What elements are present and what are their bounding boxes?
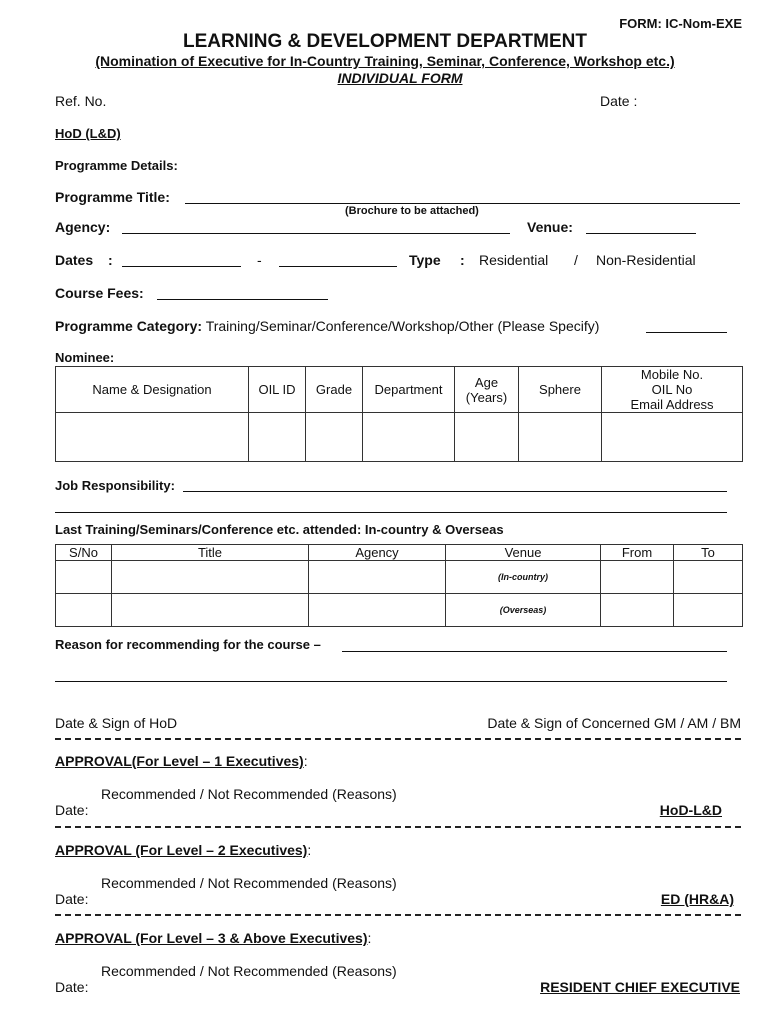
type-colon: :	[460, 252, 465, 268]
nominee-oil-id-cell[interactable]	[249, 413, 306, 462]
section-divider	[55, 914, 741, 916]
approval-level-2-text: Recommended / Not Recommended (Reasons)	[101, 875, 397, 891]
programme-title-field[interactable]	[185, 203, 740, 204]
nominee-entry-row	[56, 413, 743, 462]
header-title: Title	[112, 545, 309, 561]
section-divider	[55, 738, 741, 740]
agency-label: Agency:	[55, 219, 111, 235]
training-agency-cell[interactable]	[309, 594, 446, 627]
course-fees-label: Course Fees:	[55, 285, 144, 301]
approval-level-2-title: APPROVAL (For Level – 2 Executives)	[55, 842, 308, 858]
dates-label: Dates	[55, 252, 94, 268]
course-fees-field[interactable]	[157, 299, 328, 300]
nominee-label: Nominee:	[55, 350, 115, 365]
header-age	[455, 367, 519, 413]
approval-level-2-colon: :	[307, 842, 312, 858]
approval-level-3	[55, 930, 371, 946]
nominee-contact-cell[interactable]	[602, 413, 743, 462]
training-from-cell[interactable]	[601, 594, 674, 627]
programme-category-label: Programme Category:	[55, 318, 203, 334]
reason-field[interactable]	[342, 651, 727, 652]
header-agency: Agency	[309, 545, 446, 561]
type-residential[interactable]: Residential	[479, 252, 549, 268]
date-label: Date :	[600, 93, 638, 109]
reason-label: Reason for recommending for the course –	[55, 637, 321, 652]
header-oil-id: OIL ID	[249, 367, 306, 413]
programme-title-label: Programme Title:	[55, 189, 170, 205]
approval-level-1-title: APPROVAL(For Level – 1 Executives)	[55, 753, 304, 769]
approval-level-1-colon: :	[303, 753, 308, 769]
nominee-table	[55, 366, 743, 462]
header-sno: S/No	[56, 545, 112, 561]
approval-level-3-authority: RESIDENT CHIEF EXECUTIVE	[540, 979, 740, 995]
header-from: From	[601, 545, 674, 561]
approval-level-3-date: Date:	[55, 979, 89, 995]
form-subtitle: (Nomination of Executive for In-Country Training, Seminar, Conference, Workshop etc.)	[95, 53, 675, 69]
nominee-header-row	[56, 367, 743, 413]
header-department: Department	[363, 367, 455, 413]
agency-field[interactable]	[122, 233, 510, 234]
addressee: HoD (L&D)	[55, 126, 121, 141]
nominee-department-cell[interactable]	[363, 413, 455, 462]
training-from-cell[interactable]	[601, 561, 674, 594]
training-row-in-country	[56, 561, 743, 594]
job-responsibility-field-2[interactable]	[55, 512, 727, 513]
section-divider	[55, 826, 741, 828]
programme-details-label: Programme Details:	[55, 158, 178, 173]
approval-level-3-title: APPROVAL (For Level – 3 & Above Executives)	[55, 930, 368, 946]
nominee-age-cell[interactable]	[455, 413, 519, 462]
programme-category	[55, 318, 599, 334]
training-title-cell[interactable]	[112, 594, 309, 627]
job-responsibility-label: Job Responsibility:	[55, 478, 175, 493]
date-to-field[interactable]	[279, 266, 397, 267]
venue-overseas[interactable]: (Overseas)	[446, 594, 601, 627]
approval-level-1-text: Recommended / Not Recommended (Reasons)	[101, 786, 397, 802]
date-from-field[interactable]	[122, 266, 241, 267]
ref-no-label: Ref. No.	[55, 93, 107, 109]
gm-signature-label: Date & Sign of Concerned GM / AM / BM	[487, 715, 741, 731]
training-sno-cell[interactable]	[56, 594, 112, 627]
approval-level-3-colon: :	[367, 930, 372, 946]
approval-level-2-date: Date:	[55, 891, 89, 907]
approval-level-1-authority: HoD-L&D	[659, 802, 722, 818]
type-label: Type	[409, 252, 441, 268]
header-email: Email Address	[630, 397, 714, 412]
type-non-residential[interactable]: Non-Residential	[596, 252, 696, 268]
header-age-label: Age	[474, 374, 499, 390]
programme-category-options: Training/Seminar/Conference/Workshop/Other (Please Specify)	[205, 318, 600, 334]
header-age-unit: (Years)	[465, 389, 508, 405]
venue-field[interactable]	[586, 233, 696, 234]
header-oil-no: OIL No	[651, 382, 693, 397]
dates-separator: -	[257, 252, 262, 268]
venue-label: Venue:	[527, 219, 573, 235]
reason-field-2[interactable]	[55, 681, 727, 682]
form-code: FORM: IC-Nom-EXE	[619, 16, 742, 31]
training-title-cell[interactable]	[112, 561, 309, 594]
form-type: INDIVIDUAL FORM	[337, 70, 463, 86]
header-contact	[602, 367, 743, 413]
training-row-overseas	[56, 594, 743, 627]
header-name-designation: Name & Designation	[56, 367, 249, 413]
department-title: LEARNING & DEVELOPMENT DEPARTMENT	[183, 31, 587, 52]
approval-level-2	[55, 842, 311, 858]
job-responsibility-field[interactable]	[183, 491, 727, 492]
header-venue: Venue	[446, 545, 601, 561]
dates-colon: :	[108, 252, 113, 268]
header-mobile: Mobile No.	[640, 367, 704, 382]
training-to-cell[interactable]	[674, 561, 743, 594]
training-sno-cell[interactable]	[56, 561, 112, 594]
header-sphere: Sphere	[519, 367, 602, 413]
nominee-grade-cell[interactable]	[306, 413, 363, 462]
last-training-label: Last Training/Seminars/Conference etc. attended: In-country & Overseas	[55, 522, 504, 537]
last-training-header-row	[56, 545, 743, 561]
approval-level-2-authority: ED (HR&A)	[660, 891, 734, 907]
header-grade: Grade	[306, 367, 363, 413]
training-to-cell[interactable]	[674, 594, 743, 627]
brochure-note: (Brochure to be attached)	[345, 205, 479, 217]
category-specify-field[interactable]	[646, 332, 727, 333]
approval-level-1	[55, 753, 308, 769]
header-to: To	[674, 545, 743, 561]
approval-level-3-text: Recommended / Not Recommended (Reasons)	[101, 963, 397, 979]
last-training-table	[55, 544, 743, 627]
venue-in-country[interactable]: (In-country)	[446, 561, 601, 594]
type-separator: /	[574, 252, 578, 268]
approval-level-1-date: Date:	[55, 802, 89, 818]
hod-signature-label: Date & Sign of HoD	[55, 715, 178, 731]
training-agency-cell[interactable]	[309, 561, 446, 594]
nominee-name-cell[interactable]	[56, 413, 249, 462]
nominee-sphere-cell[interactable]	[519, 413, 602, 462]
